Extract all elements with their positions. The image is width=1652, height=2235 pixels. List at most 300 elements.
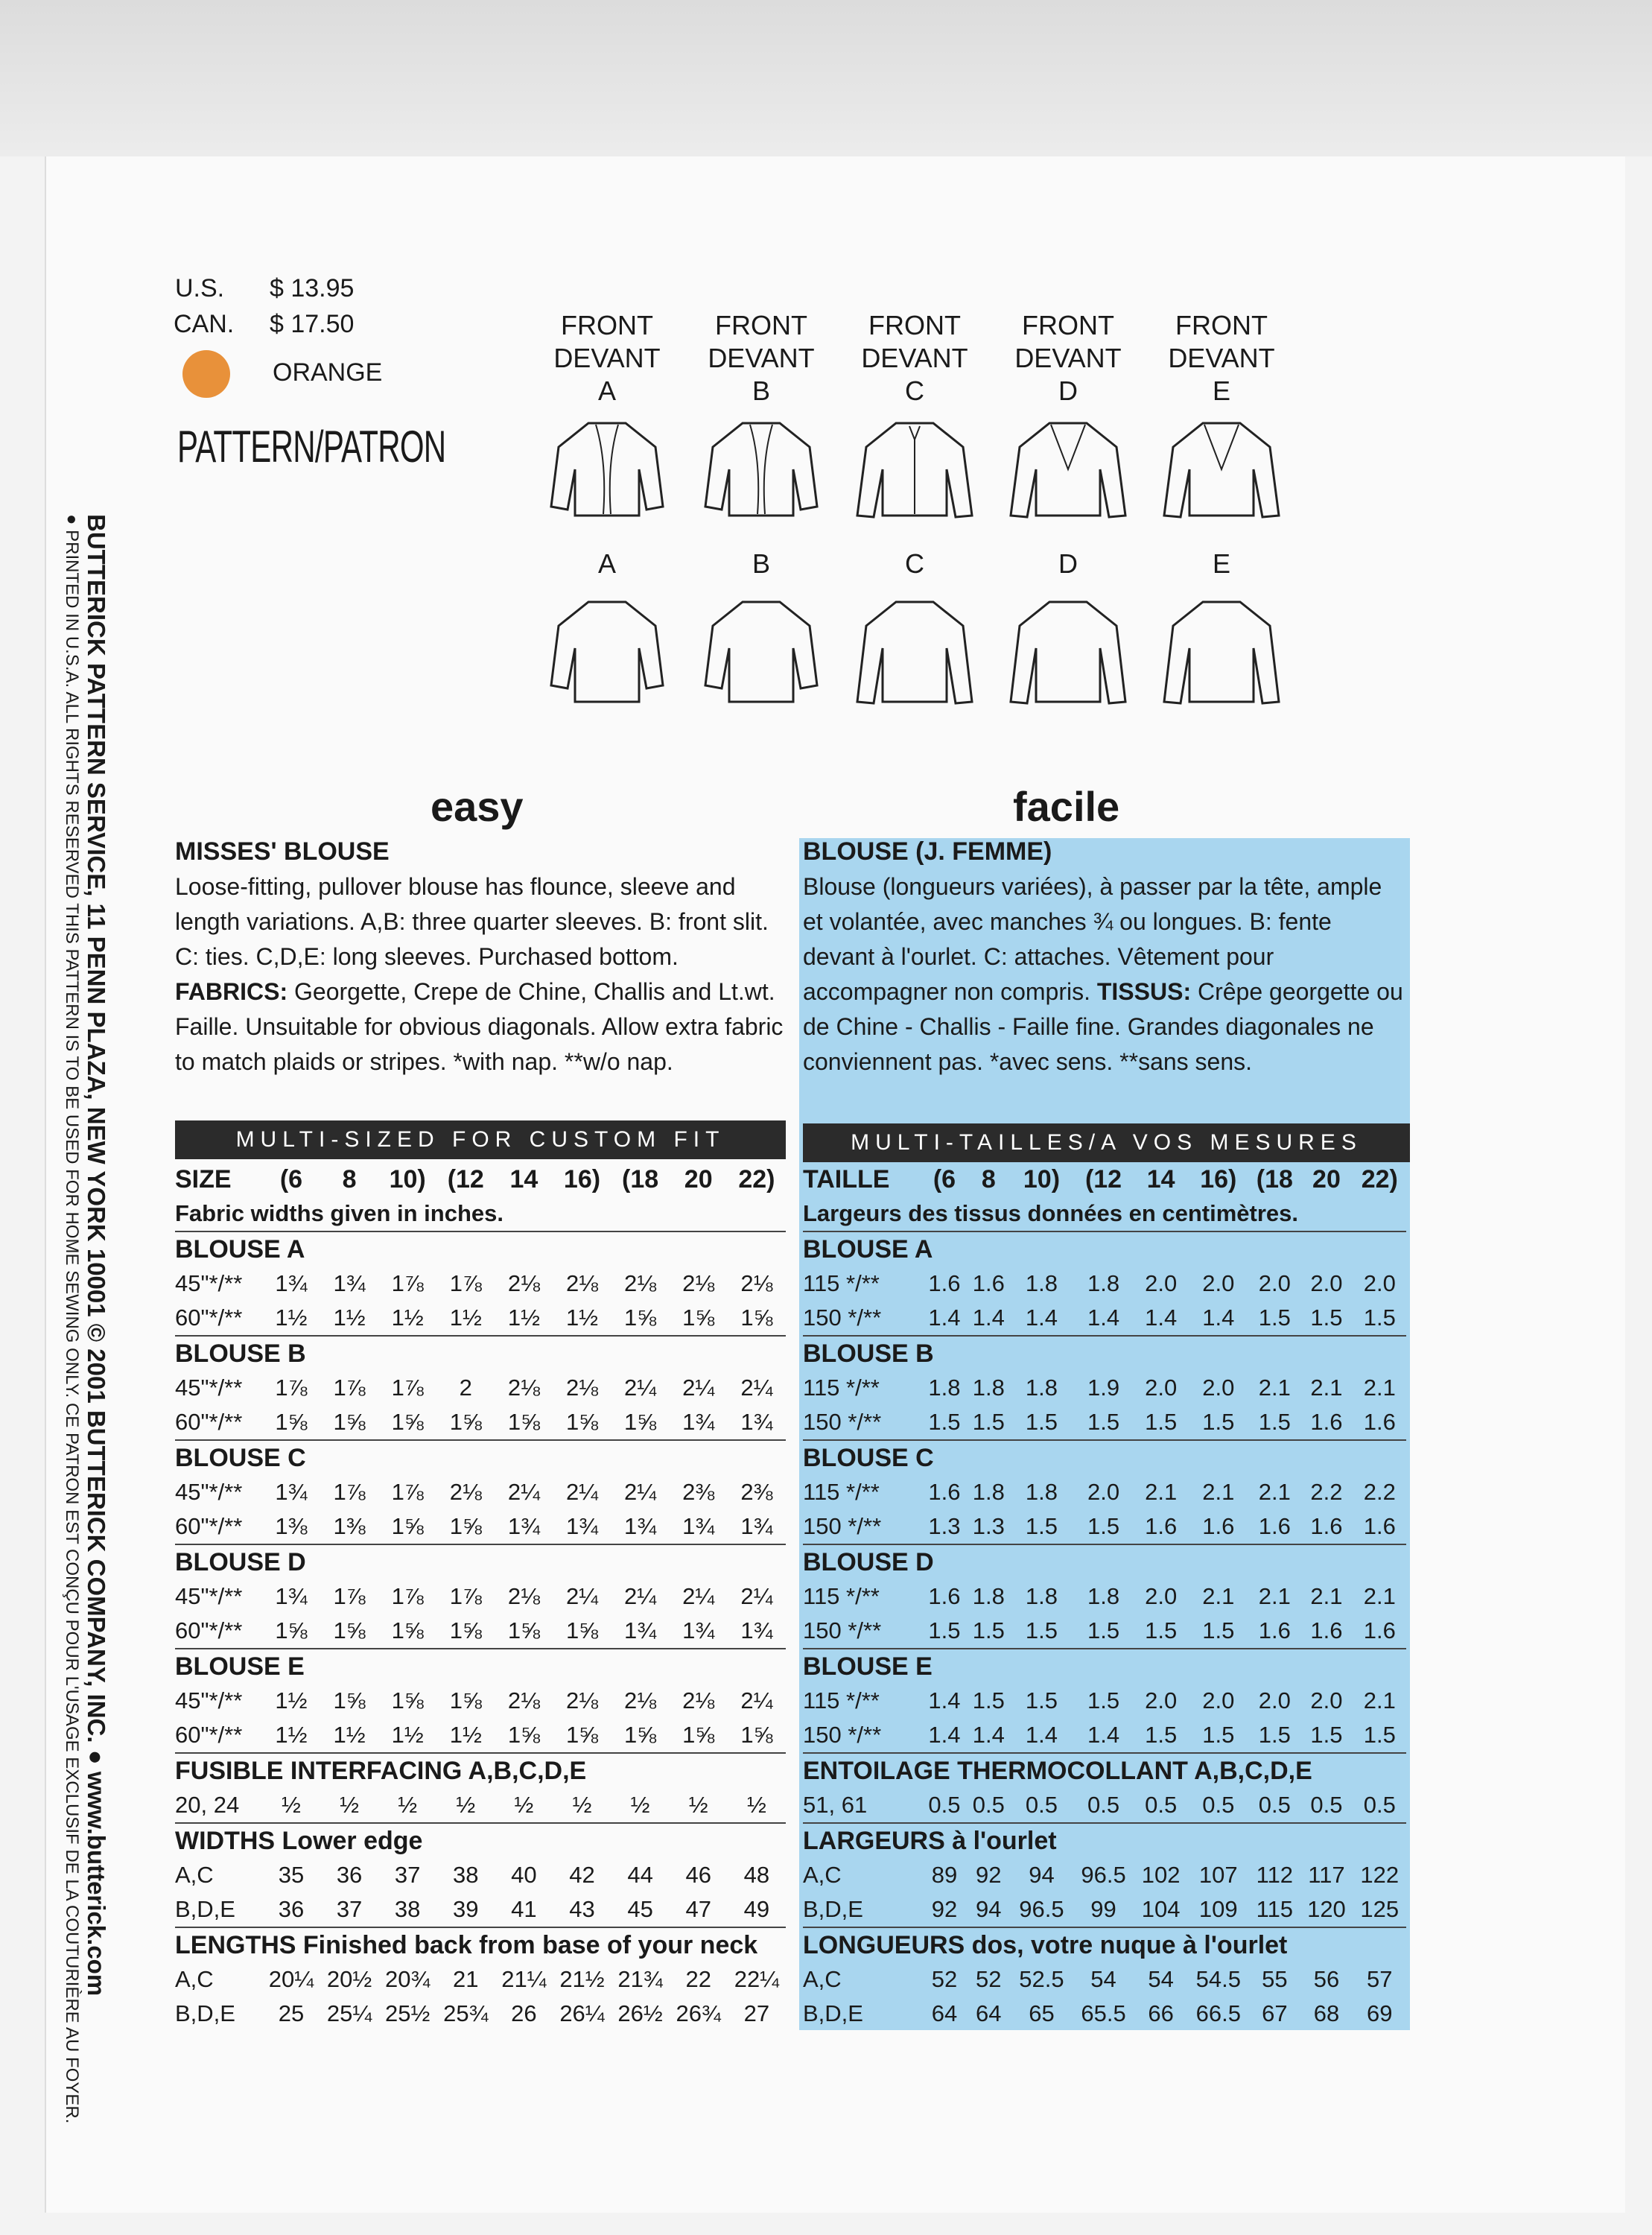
- table-row: [175, 1301, 786, 1336]
- table-cell: 45: [627, 1896, 653, 1922]
- widths-note: Fabric widths given in inches.: [175, 1200, 503, 1226]
- color-dot-icon: [182, 350, 230, 398]
- table-row: [175, 1614, 786, 1649]
- table-cell: 65.5: [1081, 2000, 1126, 2026]
- size-value: 8: [342, 1164, 357, 1193]
- table-row: [175, 1858, 786, 1892]
- table-cell: 1.8: [1025, 1479, 1058, 1505]
- table-cell: 1.3: [928, 1513, 961, 1539]
- table-cell: 1.5: [972, 1409, 1005, 1435]
- table-cell: 2.0: [1258, 1687, 1291, 1714]
- table-cell: 1.5: [1025, 1617, 1058, 1643]
- table-cell: 1.4: [1087, 1304, 1120, 1331]
- section-header-row: [803, 1336, 1406, 1371]
- section-title: LENGTHS Finished back from base of your neck: [175, 1927, 786, 1962]
- section-header-row: [175, 1823, 786, 1858]
- table-row: [803, 1371, 1406, 1405]
- table-cell: 2.0: [1258, 1270, 1291, 1296]
- section-header-row: [175, 1440, 786, 1475]
- table-cell: 122: [1360, 1862, 1400, 1888]
- section-header-row: [175, 1336, 786, 1371]
- table-row: [803, 1997, 1406, 2031]
- table-cell: 21¾: [617, 1966, 663, 1992]
- table-cell: 1⅝: [391, 1617, 424, 1643]
- table-cell: 92: [976, 1862, 1002, 1888]
- table-cell: 69: [1367, 2000, 1393, 2026]
- table-cell: 99: [1090, 1896, 1116, 1922]
- table-cell: 22¼: [734, 1966, 780, 1992]
- view-label-back-c: C: [905, 548, 924, 579]
- table-cell: 27: [743, 2000, 770, 2026]
- table-cell: 1½: [275, 1687, 308, 1714]
- table-cell: 1⅝: [275, 1617, 308, 1643]
- table-cell: 1⅜: [275, 1513, 308, 1539]
- table-cell: 104: [1141, 1896, 1181, 1922]
- table-cell: 41: [511, 1896, 537, 1922]
- table-cell: 26¼: [559, 2000, 605, 2026]
- table-cell: 2.1: [1258, 1375, 1291, 1401]
- table-cell: 1⅞: [391, 1270, 424, 1296]
- table-cell: 1⅝: [333, 1617, 366, 1643]
- table-cell: 1.5: [1025, 1409, 1058, 1435]
- table-cell: 1.6: [1310, 1409, 1343, 1435]
- table-cell: 2.1: [1258, 1479, 1291, 1505]
- row-label: 115 */**: [803, 1479, 880, 1505]
- table-cell: 0.5: [1145, 1792, 1178, 1818]
- size-value: 16): [1200, 1164, 1237, 1193]
- table-cell: 1.6: [1363, 1409, 1396, 1435]
- table-cell: 1¾: [565, 1513, 599, 1539]
- size-value: 16): [563, 1164, 601, 1193]
- size-row: [175, 1162, 786, 1196]
- row-label: 150 */**: [803, 1304, 882, 1331]
- table-cell: 1⅝: [740, 1722, 773, 1748]
- widths-note: Largeurs des tissus données en centimètres.: [803, 1200, 1299, 1226]
- table-cell: 1⅝: [682, 1722, 715, 1748]
- can-price: $ 17.50: [270, 310, 355, 338]
- table-cell: 1⅝: [449, 1409, 482, 1435]
- view-label-front-d: FRONT DEVANT D: [1014, 310, 1122, 406]
- table-cell: 2¼: [624, 1479, 657, 1505]
- blouse-b-back-sketch: [698, 596, 825, 708]
- size-value: 22): [738, 1164, 775, 1193]
- table-row: [175, 1892, 786, 1927]
- table-cell: 1⅝: [275, 1409, 308, 1435]
- table-cell: 25¾: [443, 2000, 489, 2026]
- table-cell: 25½: [384, 2000, 431, 2026]
- table-cell: 1⅞: [391, 1583, 424, 1609]
- table-cell: 1⅞: [333, 1375, 366, 1401]
- size-value: 8: [981, 1164, 996, 1193]
- blouse-a-front-sketch: [544, 417, 670, 522]
- table-cell: 1¾: [275, 1270, 308, 1296]
- english-title: MISSES' BLOUSE: [175, 837, 390, 866]
- blouse-d-front-sketch: [1005, 417, 1131, 522]
- table-cell: 1½: [507, 1304, 540, 1331]
- table-row: [803, 1962, 1406, 1997]
- table-cell: 52: [931, 1966, 958, 1992]
- size-row: [803, 1162, 1406, 1196]
- blouse-b-front-sketch: [698, 417, 825, 522]
- table-cell: 44: [627, 1862, 653, 1888]
- table-cell: 1.5: [1087, 1513, 1120, 1539]
- section-title: FUSIBLE INTERFACING A,B,C,D,E: [175, 1753, 786, 1788]
- table-cell: 25: [278, 2000, 305, 2026]
- table-cell: 1⅞: [333, 1583, 366, 1609]
- table-cell: 1.5: [1363, 1722, 1396, 1748]
- table-cell: 2.1: [1202, 1583, 1235, 1609]
- table-cell: 38: [394, 1896, 421, 1922]
- table-cell: 68: [1313, 2000, 1340, 2026]
- table-cell: 2.0: [1202, 1687, 1235, 1714]
- table-cell: 1.6: [1258, 1617, 1291, 1643]
- size-value: 14: [1146, 1164, 1175, 1193]
- table-cell: 1.5: [1310, 1304, 1343, 1331]
- row-label: 115 */**: [803, 1583, 880, 1609]
- french-desc-text: Blouse (longueurs variées), à passer par la tête, ample et volantée, avec manches ¾ ou longues. B: fente devant à l'ourlet. C: attaches. Vêtement pour accompagner non compris.: [803, 873, 1382, 1005]
- table-cell: 2.0: [1145, 1375, 1178, 1401]
- table-cell: 22: [685, 1966, 711, 1992]
- table-cell: 1⅝: [682, 1304, 715, 1331]
- table-cell: 2⅜: [740, 1479, 773, 1505]
- blouse-c-front-sketch: [851, 417, 978, 522]
- row-label: A,C: [175, 1862, 214, 1888]
- row-label: 150 */**: [803, 1722, 882, 1748]
- table-cell: 37: [336, 1896, 363, 1922]
- table-cell: 20¾: [384, 1966, 431, 1992]
- table-cell: 2⅛: [682, 1270, 715, 1296]
- table-cell: 2.0: [1087, 1479, 1120, 1505]
- table-cell: 2¼: [682, 1583, 715, 1609]
- table-cell: 1.4: [1087, 1722, 1120, 1748]
- table-cell: 1.6: [1310, 1617, 1343, 1643]
- table-cell: 1.5: [1145, 1409, 1178, 1435]
- table-cell: 21¼: [501, 1966, 547, 1992]
- section-title: BLOUSE B: [175, 1336, 786, 1371]
- table-cell: 57: [1367, 1966, 1393, 1992]
- tissus-text: Crêpe georgette ou de Chine - Challis - Faille fine. Grandes diagonales ne conviennent pas. *avec sens. **sans sens.: [803, 978, 1403, 1075]
- table-cell: 1½: [449, 1722, 482, 1748]
- row-label: 150 */**: [803, 1617, 882, 1643]
- table-cell: 2⅛: [740, 1270, 773, 1296]
- table-cell: 0.5: [972, 1792, 1005, 1818]
- table-cell: 2.2: [1310, 1479, 1343, 1505]
- table-cell: 1¾: [740, 1409, 773, 1435]
- table-cell: 2.0: [1310, 1687, 1343, 1714]
- table-cell: 1.5: [1363, 1304, 1396, 1331]
- table-cell: 120: [1307, 1896, 1346, 1922]
- table-row: [175, 1788, 786, 1823]
- table-cell: 1.9: [1087, 1375, 1120, 1401]
- table-cell: 1⅝: [624, 1722, 657, 1748]
- table-cell: 1¾: [740, 1617, 773, 1643]
- table-row: [175, 1962, 786, 1997]
- row-label: 45"*/**: [175, 1687, 243, 1714]
- row-label: 150 */**: [803, 1513, 882, 1539]
- table-cell: 56: [1313, 1966, 1340, 1992]
- table-cell: 1.5: [1025, 1513, 1058, 1539]
- table-cell: 1¾: [682, 1617, 715, 1643]
- table-cell: 1⅝: [624, 1304, 657, 1331]
- size-value: 22): [1361, 1164, 1398, 1193]
- table-cell: 1.4: [1202, 1304, 1235, 1331]
- table-cell: 52: [976, 1966, 1002, 1992]
- size-value: 14: [509, 1164, 539, 1193]
- table-cell: 36: [278, 1896, 305, 1922]
- table-cell: 1½: [565, 1304, 599, 1331]
- row-label: B,D,E: [803, 2000, 863, 2026]
- table-cell: 2¼: [682, 1375, 715, 1401]
- table-cell: 1⅝: [333, 1409, 366, 1435]
- color-name: ORANGE: [273, 358, 383, 387]
- table-cell: 2¼: [740, 1687, 773, 1714]
- section-title: BLOUSE A: [175, 1231, 786, 1266]
- table-cell: 1.5: [1087, 1409, 1120, 1435]
- table-cell: 1.4: [1145, 1304, 1178, 1331]
- size-value: (6: [933, 1164, 956, 1193]
- table-cell: 1.8: [972, 1479, 1005, 1505]
- table-row: [175, 1475, 786, 1509]
- table-cell: 117: [1308, 1862, 1345, 1888]
- section-title: LARGEURS à l'ourlet: [803, 1823, 1406, 1858]
- row-label: 60"*/**: [175, 1513, 243, 1539]
- table-cell: 94: [1029, 1862, 1055, 1888]
- table-cell: 1.5: [1145, 1617, 1178, 1643]
- table-cell: 1⅝: [333, 1687, 366, 1714]
- size-value: 10): [1023, 1164, 1061, 1193]
- table-row: [803, 1301, 1406, 1336]
- table-cell: 2⅜: [682, 1479, 715, 1505]
- table-cell: 2.2: [1363, 1479, 1396, 1505]
- table-cell: 1.5: [1087, 1617, 1120, 1643]
- table-cell: 20¼: [268, 1966, 314, 1992]
- table-cell: 1.5: [1310, 1722, 1343, 1748]
- blouse-d-back-sketch: [1005, 596, 1131, 708]
- table-cell: 1.6: [1145, 1513, 1178, 1539]
- widths-note-row: [175, 1196, 786, 1231]
- table-cell: 102: [1141, 1862, 1181, 1888]
- table-cell: 2⅛: [507, 1270, 540, 1296]
- section-title: LONGUEURS dos, votre nuque à l'ourlet: [803, 1927, 1406, 1962]
- table-cell: 1.6: [1363, 1513, 1396, 1539]
- table-cell: ½: [630, 1792, 650, 1818]
- row-label: 60"*/**: [175, 1722, 243, 1748]
- section-header-row: [803, 1440, 1406, 1475]
- table-cell: 46: [685, 1862, 711, 1888]
- table-cell: 2.1: [1145, 1479, 1178, 1505]
- table-cell: 2.0: [1145, 1270, 1178, 1296]
- table-row: [175, 1718, 786, 1753]
- table-cell: 52.5: [1019, 1966, 1064, 1992]
- table-cell: 1¾: [624, 1617, 657, 1643]
- table-cell: 2¼: [624, 1583, 657, 1609]
- table-cell: 1½: [333, 1722, 366, 1748]
- row-label: A,C: [803, 1862, 842, 1888]
- table-cell: 1⅜: [333, 1513, 366, 1539]
- section-title: BLOUSE E: [175, 1649, 786, 1684]
- table-cell: 1.5: [1202, 1617, 1235, 1643]
- section-header-row: [803, 1544, 1406, 1579]
- row-label: A,C: [175, 1966, 214, 1992]
- table-cell: 38: [453, 1862, 479, 1888]
- table-cell: 1¾: [682, 1513, 715, 1539]
- table-cell: 55: [1262, 1966, 1288, 1992]
- row-label: 60"*/**: [175, 1409, 243, 1435]
- us-price: $ 13.95: [270, 274, 355, 302]
- table-cell: 54: [1148, 1966, 1174, 1992]
- table-cell: 1.6: [928, 1270, 961, 1296]
- table-row: [803, 1475, 1406, 1509]
- table-row: [175, 1684, 786, 1718]
- table-row: [803, 1509, 1406, 1544]
- table-row: [175, 1579, 786, 1614]
- table-cell: 47: [685, 1896, 711, 1922]
- table-cell: 1⅝: [507, 1409, 540, 1435]
- table-cell: 1⅝: [391, 1513, 424, 1539]
- table-cell: 2.1: [1258, 1583, 1291, 1609]
- table-cell: 1⅝: [507, 1722, 540, 1748]
- table-cell: 1¾: [275, 1583, 308, 1609]
- table-cell: 1½: [333, 1304, 366, 1331]
- us-price-label: U.S.: [175, 274, 225, 302]
- table-cell: 2¼: [740, 1583, 773, 1609]
- french-title: BLOUSE (J. FEMME): [803, 837, 1052, 866]
- table-cell: ½: [456, 1792, 476, 1818]
- table-cell: 1.6: [1310, 1513, 1343, 1539]
- table-cell: 2⅛: [565, 1270, 599, 1296]
- table-cell: 2.1: [1363, 1583, 1396, 1609]
- table-cell: 26¾: [676, 2000, 721, 2026]
- view-label-front-e: FRONT DEVANT E: [1168, 310, 1275, 406]
- table-cell: 1.6: [928, 1479, 961, 1505]
- table-cell: 1.5: [1145, 1722, 1178, 1748]
- french-description: [803, 834, 1406, 1080]
- size-label: TAILLE: [803, 1164, 890, 1193]
- table-cell: ½: [282, 1792, 301, 1818]
- table-cell: 21: [453, 1966, 479, 1992]
- table-row: [175, 1266, 786, 1301]
- table-cell: 66: [1148, 2000, 1174, 2026]
- table-cell: 1.5: [1258, 1722, 1291, 1748]
- size-value: (12: [447, 1164, 484, 1193]
- row-label: B,D,E: [803, 1896, 863, 1922]
- row-label: 60"*/**: [175, 1617, 243, 1643]
- size-value: (18: [1256, 1164, 1293, 1193]
- table-cell: 2⅛: [507, 1687, 540, 1714]
- size-value: (12: [1084, 1164, 1122, 1193]
- table-cell: 1.4: [972, 1722, 1005, 1748]
- section-header-row: [803, 1753, 1406, 1788]
- table-cell: 2.0: [1310, 1270, 1343, 1296]
- table-cell: 1¾: [682, 1409, 715, 1435]
- table-row: [803, 1614, 1406, 1649]
- section-header-row: [175, 1649, 786, 1684]
- table-cell: 1¾: [275, 1479, 308, 1505]
- table-cell: 1.8: [1025, 1583, 1058, 1609]
- table-cell: 0.5: [1025, 1792, 1058, 1818]
- table-row: [175, 1997, 786, 2031]
- table-cell: 1⅝: [449, 1513, 482, 1539]
- english-sizing-bar: MULTI-SIZED FOR CUSTOM FIT: [175, 1120, 786, 1159]
- table-cell: 1¾: [507, 1513, 540, 1539]
- row-label: B,D,E: [175, 2000, 235, 2026]
- table-cell: ½: [688, 1792, 708, 1818]
- table-cell: 2⅛: [565, 1687, 599, 1714]
- table-cell: 1.5: [1087, 1687, 1120, 1714]
- table-cell: 1⅝: [565, 1617, 599, 1643]
- table-cell: 89: [931, 1862, 958, 1888]
- table-cell: 1⅝: [740, 1304, 773, 1331]
- table-cell: 1.4: [928, 1722, 961, 1748]
- table-cell: 2.0: [1145, 1583, 1178, 1609]
- table-cell: 1⅝: [391, 1409, 424, 1435]
- table-cell: 1½: [275, 1722, 308, 1748]
- row-label: 45"*/**: [175, 1375, 243, 1401]
- table-cell: 1.5: [1258, 1304, 1291, 1331]
- row-label: B,D,E: [175, 1896, 235, 1922]
- table-cell: 1.8: [1087, 1583, 1120, 1609]
- table-cell: 1.6: [972, 1270, 1005, 1296]
- table-cell: 54: [1090, 1966, 1116, 1992]
- table-cell: 1⅞: [275, 1375, 308, 1401]
- section-title: WIDTHS Lower edge: [175, 1823, 786, 1858]
- table-cell: 2¼: [565, 1583, 599, 1609]
- pattern-title: PATTERN/PATRON: [177, 422, 446, 472]
- row-label: 60"*/**: [175, 1304, 243, 1331]
- table-cell: 2⅛: [624, 1270, 657, 1296]
- table-cell: 1.5: [1202, 1722, 1235, 1748]
- table-cell: 1.8: [972, 1375, 1005, 1401]
- french-sizing-bar: MULTI-TAILLES/A VOS MESURES: [803, 1123, 1410, 1162]
- view-label-back-e: E: [1212, 548, 1230, 579]
- table-cell: 2.0: [1202, 1270, 1235, 1296]
- section-header-row: [803, 1823, 1406, 1858]
- view-label-back-b: B: [752, 548, 770, 579]
- table-cell: 1.4: [928, 1687, 961, 1714]
- table-cell: 2.0: [1363, 1270, 1396, 1296]
- table-cell: 1⅞: [449, 1270, 482, 1296]
- side-publisher-text: [61, 514, 110, 2123]
- table-cell: 0.5: [1258, 1792, 1291, 1818]
- table-row: [175, 1405, 786, 1440]
- table-cell: 1.4: [1025, 1722, 1058, 1748]
- table-cell: 1¾: [740, 1513, 773, 1539]
- table-cell: 2⅛: [682, 1687, 715, 1714]
- section-header-row: [803, 1231, 1406, 1266]
- table-cell: 2⅛: [449, 1479, 482, 1505]
- table-cell: 64: [931, 2000, 958, 2026]
- blouse-a-back-sketch: [544, 596, 670, 708]
- section-title: BLOUSE C: [803, 1440, 1406, 1475]
- table-cell: 64: [976, 2000, 1002, 2026]
- table-cell: 36: [336, 1862, 363, 1888]
- table-cell: 1⅞: [449, 1583, 482, 1609]
- table-cell: 115: [1256, 1896, 1294, 1922]
- table-cell: 1.5: [972, 1617, 1005, 1643]
- section-title: BLOUSE B: [803, 1336, 1406, 1371]
- section-header-row: [175, 1927, 786, 1962]
- table-cell: 20½: [326, 1966, 372, 1992]
- table-cell: 2.1: [1363, 1375, 1396, 1401]
- table-cell: 94: [976, 1896, 1002, 1922]
- table-cell: 2.1: [1202, 1479, 1235, 1505]
- table-cell: 48: [743, 1862, 770, 1888]
- section-header-row: [175, 1753, 786, 1788]
- table-cell: ½: [514, 1792, 534, 1818]
- size-label: SIZE: [175, 1164, 232, 1193]
- blouse-c-back-sketch: [851, 596, 978, 708]
- table-cell: 1.6: [928, 1583, 961, 1609]
